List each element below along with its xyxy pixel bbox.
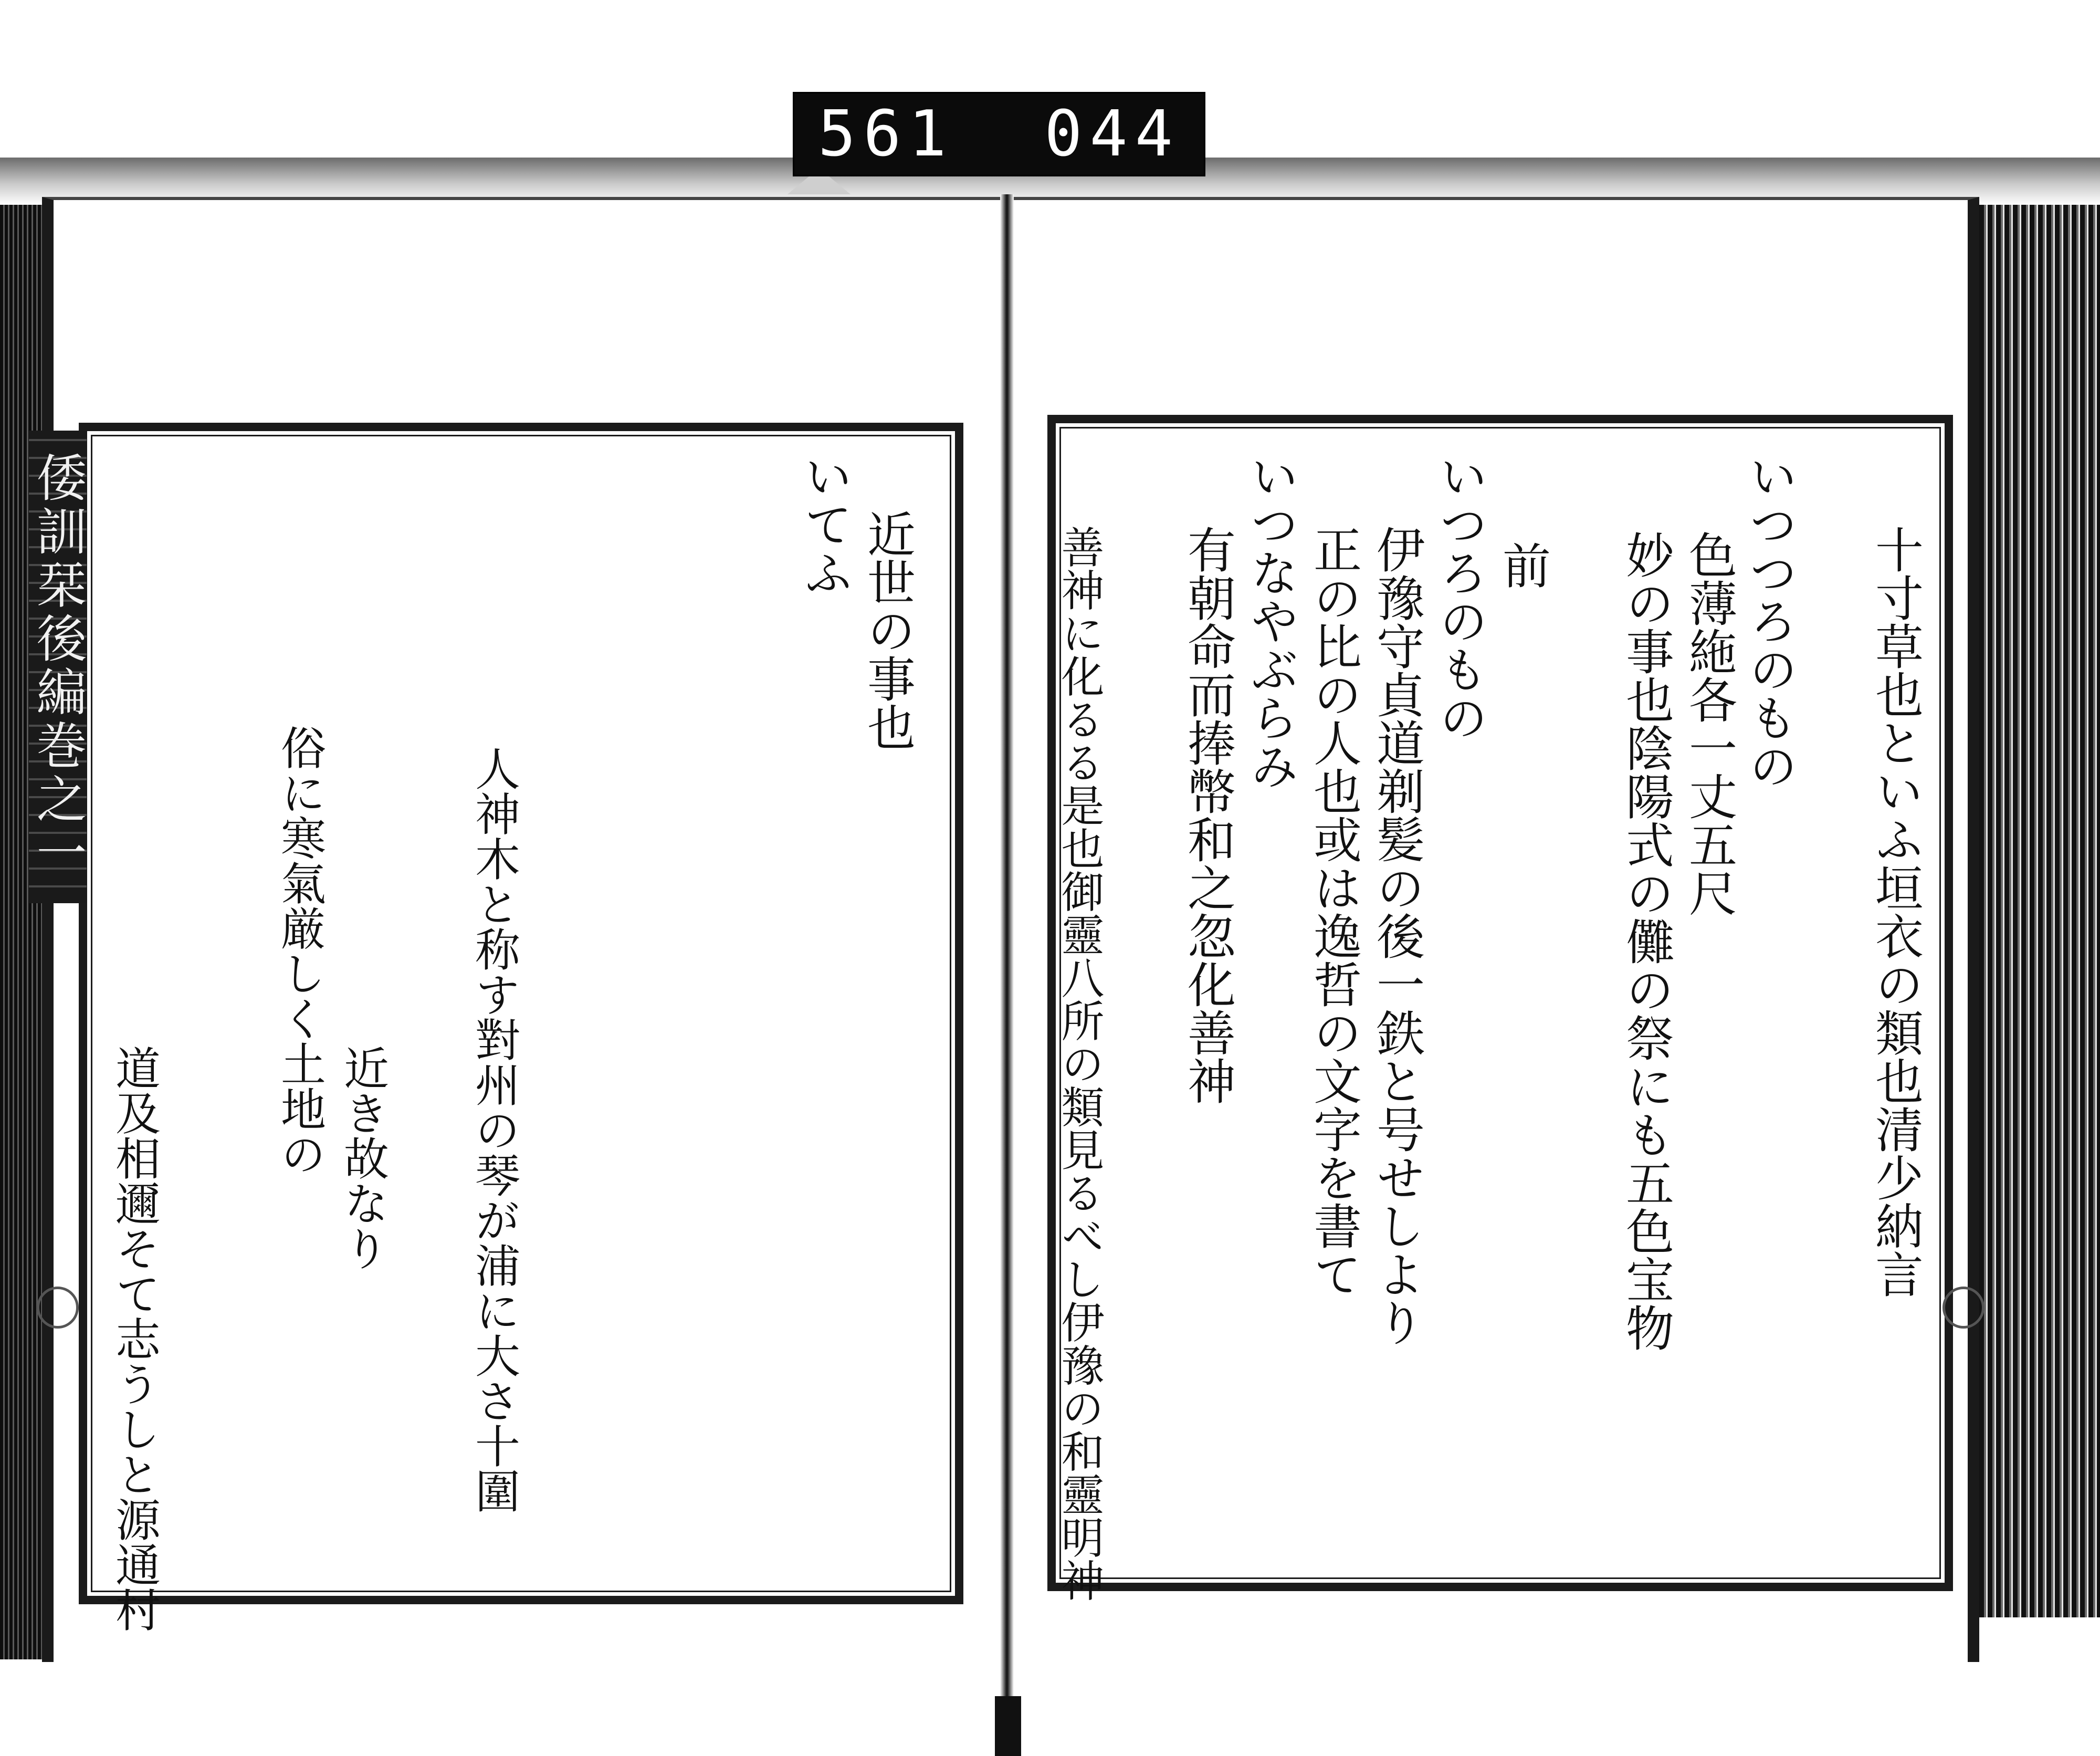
scan-label: 561 044 — [793, 92, 1205, 176]
right-column-11: 善神に化るる是也御靈八所の類見るべし伊豫の和靈明神 — [1054, 525, 1104, 1602]
right-column-3: 色薄絁各一丈五尺 — [1681, 530, 1737, 917]
left-column-4: 人神木と称す對州の琴が浦に大さ十圍 — [467, 746, 520, 1513]
right-column-10: 有朝命而捧幣和之忽化善神 — [1180, 525, 1236, 1105]
left-column-5: 近き故なり — [336, 1045, 388, 1271]
right-column-8: 正の比の人也或は逸哲の文字を書て — [1306, 525, 1362, 1298]
binding-mark — [995, 1696, 1021, 1756]
right-column-9: いつなやぶらみ — [1243, 452, 1299, 790]
right-page-stack — [1979, 200, 2100, 1617]
left-column-1: 近世の事也 — [859, 509, 916, 751]
left-column-2: いてふ — [796, 452, 853, 597]
right-column-2: いつつろのもの — [1741, 452, 1798, 790]
left-column-6: 俗に寒氣厳しく土地の — [273, 725, 326, 1176]
left-column-3: 道及相邇そて志うしと源通村 — [108, 1045, 160, 1632]
left-page-mark — [37, 1287, 79, 1329]
right-column-4: 妙の事也陰陽式の儺の祭にも五色宝物 — [1618, 530, 1674, 1352]
left-page-stack — [0, 189, 42, 1659]
right-column-7: 伊豫守貞道剃髪の後一鉄と号せしより — [1369, 525, 1425, 1346]
right-column-6: いつろのもの — [1432, 452, 1488, 741]
right-column-1: 十寸草也といふ垣衣の類也清少納言 — [1867, 525, 1924, 1298]
right-column-5: 前 — [1495, 541, 1551, 589]
left-text-frame — [79, 423, 963, 1604]
book-title: 倭訓栞後編巻之一 — [28, 452, 87, 880]
book-gutter — [1000, 194, 1014, 1756]
right-page-mark — [1942, 1287, 1984, 1329]
